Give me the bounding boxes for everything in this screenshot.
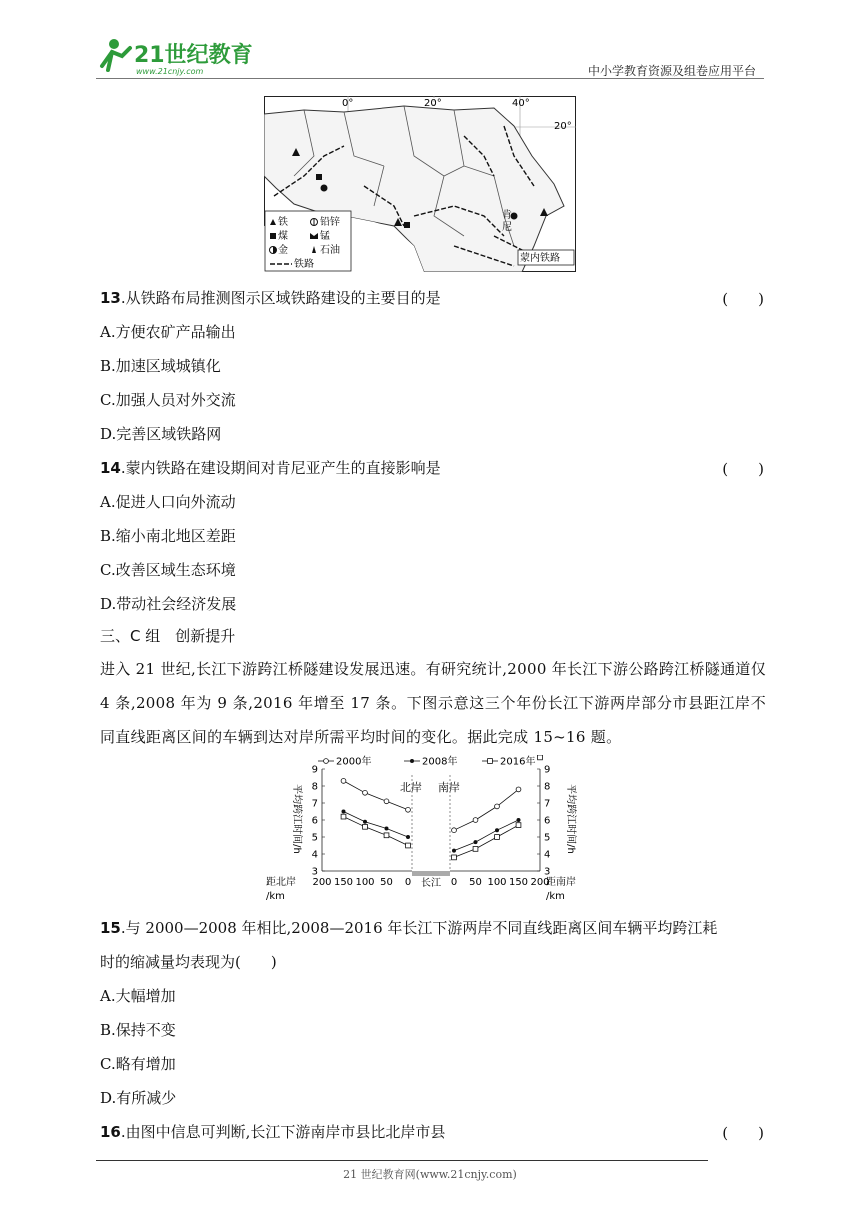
south-point-2-4 <box>538 755 543 760</box>
legend-label-0: 2000年 <box>336 756 372 768</box>
south-point-1-2 <box>495 828 499 832</box>
question-15-line2: 时的缩减量均表现为( ) <box>100 953 277 971</box>
north-bank-label: 北岸 <box>400 781 422 794</box>
left-y-tick-label-9: 9 <box>311 764 318 776</box>
platform-name: 中小学教育资源及组卷应用平台 <box>587 64 756 78</box>
footer-text: 21 世纪教育网(www.21cnjy.com) <box>343 1168 517 1181</box>
south-point-2-0 <box>452 855 457 860</box>
q15-option-b: B.保持不变 <box>100 1021 176 1039</box>
question-14-text: .蒙内铁路在建设期间对肯尼亚产生的直接影响是 <box>120 459 441 477</box>
south-point-1-3 <box>517 818 521 822</box>
q15-option-c: C.略有增加 <box>100 1055 176 1073</box>
question-16 <box>100 1122 445 1142</box>
logo-text: 21世纪教育 <box>134 43 253 68</box>
q13-option-c: C.加强人员对外交流 <box>100 391 236 409</box>
south-bank-label: 南岸 <box>438 781 460 794</box>
north-series-line-2 <box>344 817 409 846</box>
south-x-tick-50: 50 <box>469 877 482 888</box>
legend-iron: 铁 <box>278 217 288 228</box>
question-16-number: 16 <box>100 1123 121 1141</box>
right-y-tick-label-6: 6 <box>544 815 551 827</box>
q13-option-a: A.方便农矿产品输出 <box>100 323 236 341</box>
north-point-1-2 <box>385 827 389 831</box>
south-point-1-1 <box>474 840 478 844</box>
left-y-tick-label-4: 4 <box>311 849 318 861</box>
north-x-tick-200: 200 <box>312 877 332 888</box>
legend-label-2: 2016年 <box>500 756 536 768</box>
site-logo <box>96 36 256 78</box>
north-x-label: 距北岸 <box>266 877 296 888</box>
south-point-0-2 <box>495 804 500 809</box>
africa-railway-map <box>264 96 576 272</box>
question-13-number: 13 <box>100 289 121 307</box>
answer-paren-14: ( ) <box>722 460 764 478</box>
river-label: 长江 <box>421 878 441 889</box>
north-x-label-unit: /km <box>266 891 285 902</box>
header-divider <box>96 78 764 79</box>
q14-option-c: C.改善区域生态环境 <box>100 561 236 579</box>
q15-option-a: A.大幅增加 <box>100 987 176 1005</box>
question-15 <box>100 918 766 938</box>
south-point-2-1 <box>473 847 478 852</box>
question-13-text: .从铁路布局推测图示区域铁路建设的主要目的是 <box>120 289 441 307</box>
north-point-0-1 <box>363 790 368 795</box>
right-y-tick-label-5: 5 <box>544 832 551 844</box>
kenya-label-1: 肯 <box>502 210 512 221</box>
north-x-tick-100: 100 <box>355 877 375 888</box>
north-series-line-0 <box>344 781 409 810</box>
railway-label: 蒙内铁路 <box>520 253 560 264</box>
south-x-tick-200: 200 <box>530 877 550 888</box>
section-title: 三、C 组 创新提升 <box>100 627 236 645</box>
q14-option-d: D.带动社会经济发展 <box>100 595 237 613</box>
north-series-line-1 <box>344 812 409 838</box>
river-band <box>412 871 450 876</box>
south-point-2-2 <box>495 835 500 840</box>
north-point-2-1 <box>363 824 368 829</box>
south-series-line-2 <box>454 825 519 857</box>
question-16-text: .由图中信息可判断,长江下游南岸市县比北岸市县 <box>120 1123 446 1141</box>
north-x-tick-0: 0 <box>404 877 412 888</box>
right-y-tick-label-4: 4 <box>544 849 551 861</box>
north-point-2-3 <box>406 843 411 848</box>
right-y-tick-label-3: 3 <box>544 866 551 878</box>
answer-paren-16: ( ) <box>722 1124 764 1142</box>
answer-paren-13: ( ) <box>722 290 764 308</box>
question-14 <box>100 458 441 478</box>
legend-label-1: 2008年 <box>422 756 458 768</box>
north-point-0-3 <box>406 807 411 812</box>
south-point-1-0 <box>452 849 456 853</box>
logo-url: www.21cnjy.com <box>136 67 204 76</box>
south-series-line-1 <box>454 820 519 851</box>
lon-label-40: 40° <box>512 98 530 109</box>
footer-divider <box>96 1160 708 1161</box>
left-y-tick-label-6: 6 <box>311 815 318 827</box>
north-point-1-3 <box>406 835 410 839</box>
left-y-tick-label-5: 5 <box>311 832 318 844</box>
right-y-tick-label-9: 9 <box>544 764 551 776</box>
left-y-label: 平均跨江时间/h <box>291 784 302 854</box>
legend-coal: 煤 <box>278 231 288 242</box>
legend-oil: 石油 <box>320 245 340 256</box>
north-point-0-2 <box>384 799 389 804</box>
intro-paragraph: 进入 21 世纪,长江下游跨江桥隧建设发展迅速。有研究统计,2000 年长江下游公路跨江桥隧通道仅 4 条,2008 年为 9 条,2016 年增至 17 条。下图示意这三个年份长江下游两岸部分市县距江岸不同直线距离区间的车辆到达对岸所需平均时间的变化。据此完成 15~16 题。 <box>100 660 766 746</box>
left-y-tick-label-3: 3 <box>311 866 318 878</box>
south-x-label-unit: /km <box>546 891 565 902</box>
south-point-0-1 <box>473 818 478 823</box>
q14-option-b: B.缩小南北地区差距 <box>100 527 236 545</box>
north-point-1-0 <box>342 810 346 814</box>
question-13 <box>100 288 441 308</box>
legend-marker-1 <box>410 759 414 763</box>
lon-label-20: 20° <box>424 98 442 109</box>
legend-gold: 金 <box>278 245 288 256</box>
north-point-2-0 <box>341 814 346 819</box>
right-y-tick-label-8: 8 <box>544 781 551 793</box>
south-point-2-3 <box>516 823 521 828</box>
south-x-tick-0: 0 <box>450 877 458 888</box>
legend-marker-0 <box>324 759 329 764</box>
crossing-time-chart <box>264 755 596 905</box>
south-point-0-3 <box>516 787 521 792</box>
left-y-tick-label-8: 8 <box>311 781 318 793</box>
south-x-tick-100: 100 <box>487 877 507 888</box>
right-y-tick-label-7: 7 <box>544 798 551 810</box>
north-point-2-2 <box>384 833 389 838</box>
legend-railway: 铁路 <box>294 259 314 270</box>
q15-option-d: D.有所减少 <box>100 1089 177 1107</box>
north-point-1-1 <box>363 820 367 824</box>
question-14-number: 14 <box>100 459 121 477</box>
south-series-line-0 <box>454 789 519 830</box>
q13-option-b: B.加速区域城镇化 <box>100 357 221 375</box>
question-15-text: .与 2000—2008 年相比,2008—2016 年长江下游两岸不同直线距离区间车辆平均跨江耗 <box>120 919 718 937</box>
q13-option-d: D.完善区域铁路网 <box>100 425 222 443</box>
south-x-label: 距南岸 <box>546 877 576 888</box>
lon-label-0: 0° <box>342 98 354 109</box>
legend-manganese: 锰 <box>320 231 330 242</box>
question-15-number: 15 <box>100 919 121 937</box>
north-x-tick-150: 150 <box>333 877 354 888</box>
kenya-label-2: 尼 <box>502 222 512 233</box>
q14-option-a: A.促进人口向外流动 <box>100 493 236 511</box>
lat-label-20: 20° <box>554 121 572 132</box>
south-point-0-0 <box>452 828 457 833</box>
south-x-tick-150: 150 <box>508 877 529 888</box>
north-x-tick-50: 50 <box>380 877 393 888</box>
north-point-0-0 <box>341 779 346 784</box>
right-y-label: 平均跨江时间/h <box>565 784 576 854</box>
legend-leadzinc: 铅锌 <box>320 217 340 228</box>
left-y-tick-label-7: 7 <box>311 798 318 810</box>
legend-marker-2 <box>488 759 493 764</box>
